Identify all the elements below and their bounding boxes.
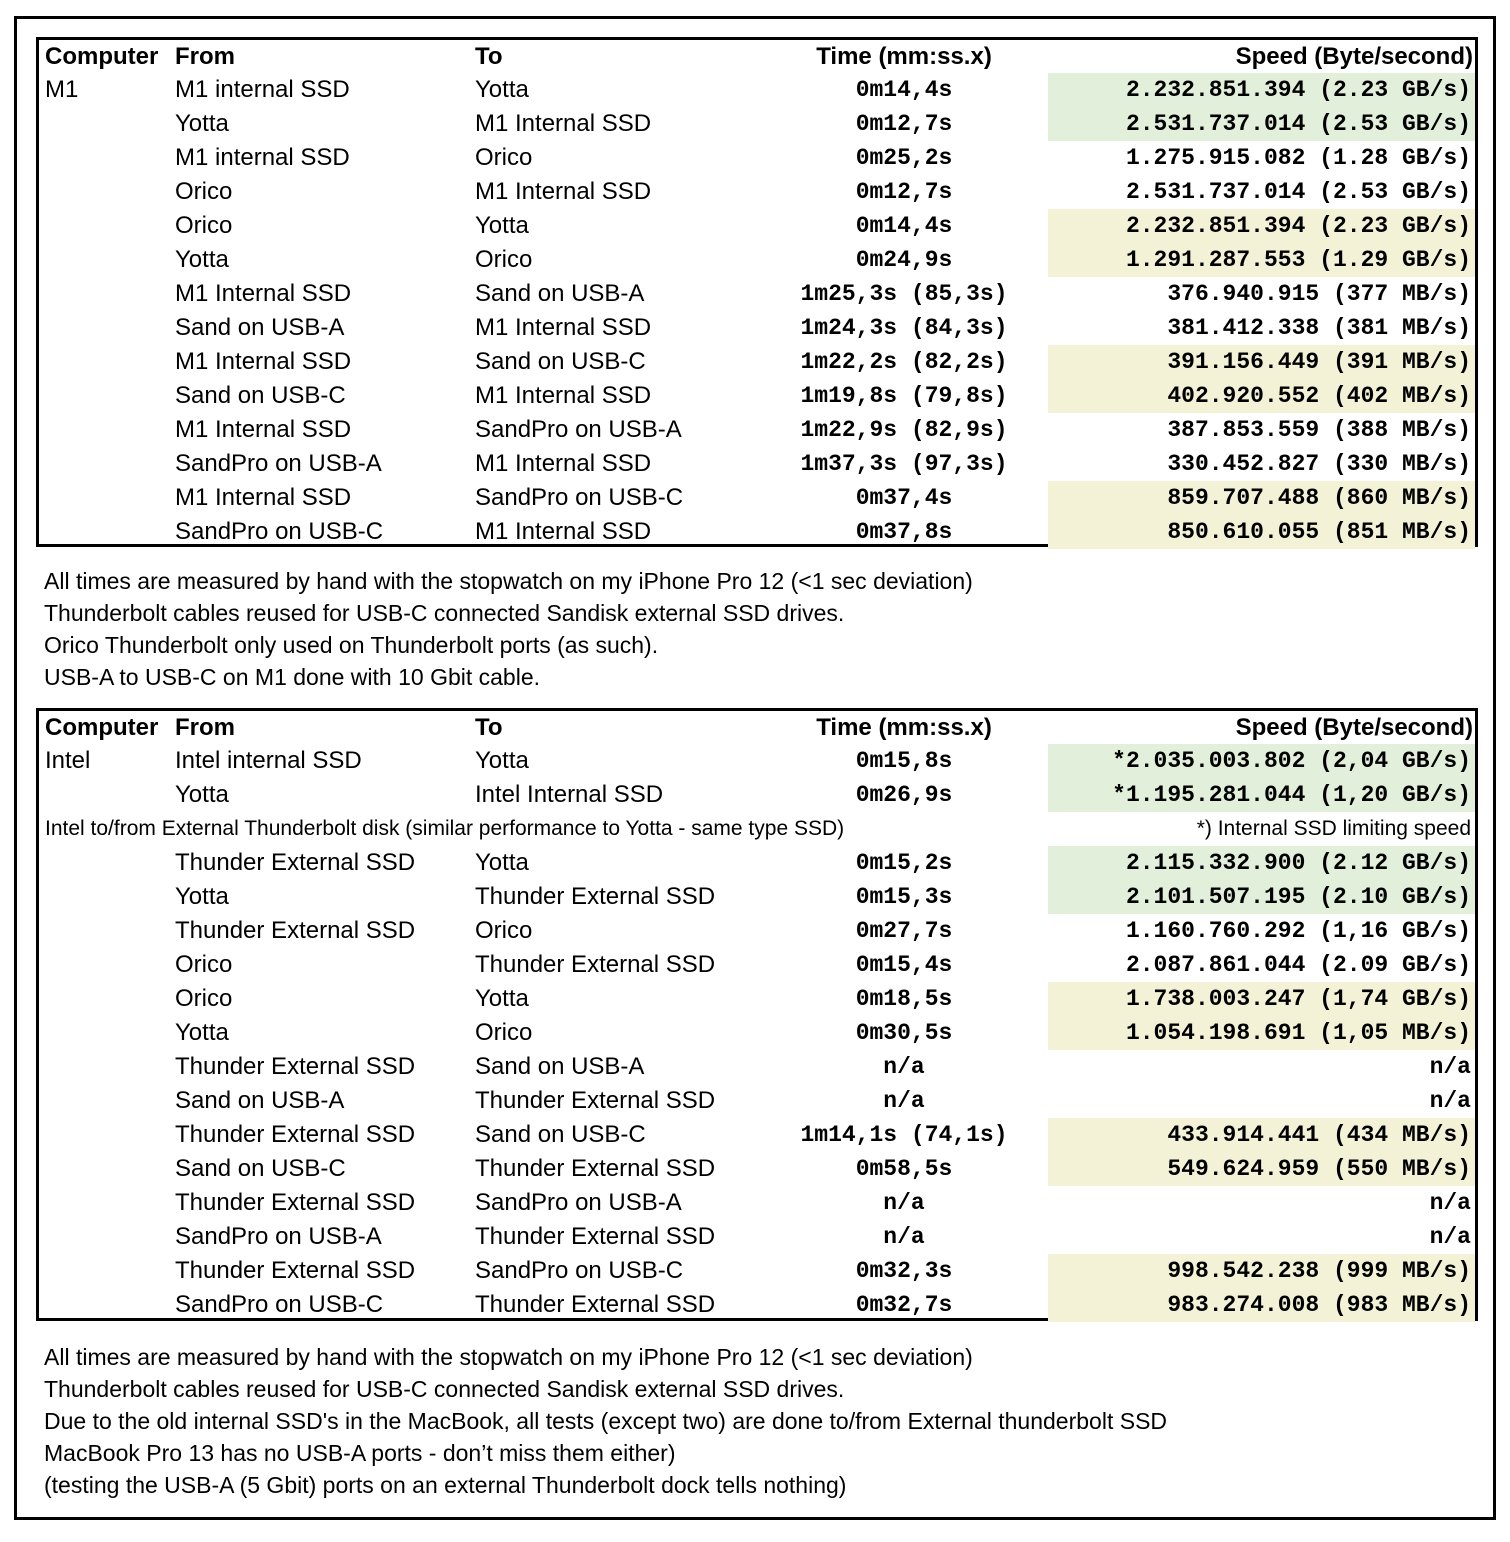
time-cell: 0m37,8s xyxy=(855,519,953,545)
table-row xyxy=(39,1084,1475,1118)
speed-cell: 1.738.003.247 (1,74 GB/s) xyxy=(1048,982,1475,1016)
speed-cell: n/a xyxy=(1429,1190,1471,1216)
from-cell: Thunder External SSD xyxy=(175,1257,416,1284)
note-line: (testing the USB-A (5 Gbit) ports on an external Thunderbolt dock tells nothing) xyxy=(44,1472,847,1498)
speed-cell: 2.115.332.900 (2.12 GB/s) xyxy=(1048,846,1475,880)
speed-cell: 330.452.827 (330 MB/s) xyxy=(1167,451,1471,477)
to-cell: Yotta xyxy=(475,985,529,1012)
table-row xyxy=(39,175,1475,209)
to-cell: Thunder External SSD xyxy=(475,883,716,910)
speed-cell: *1.195.281.044 (1,20 GB/s) xyxy=(1048,778,1475,812)
time-cell: 0m15,4s xyxy=(855,952,953,978)
from-cell: Thunder External SSD xyxy=(175,1053,416,1080)
time-cell: 0m15,2s xyxy=(855,850,953,876)
time-cell: 0m27,7s xyxy=(855,918,953,944)
header-from: From xyxy=(175,714,235,741)
table-row xyxy=(39,209,1475,243)
to-cell: SandPro on USB-A xyxy=(475,416,682,443)
time-cell: 0m37,4s xyxy=(855,485,953,511)
time-cell: 0m25,2s xyxy=(855,145,953,171)
note-line: MacBook Pro 13 has no USB-A ports - don’t miss them either) xyxy=(44,1440,676,1466)
time-cell: n/a xyxy=(883,1088,925,1114)
from-cell: Sand on USB-C xyxy=(175,382,346,409)
speed-cell: 859.707.488 (860 MB/s) xyxy=(1048,481,1475,515)
table-row xyxy=(39,1186,1475,1220)
from-cell: Yotta xyxy=(175,883,229,910)
to-cell: Thunder External SSD xyxy=(475,1155,716,1182)
from-cell: Yotta xyxy=(175,1019,229,1046)
speed-cell: n/a xyxy=(1429,1088,1471,1114)
to-cell: SandPro on USB-C xyxy=(475,1257,684,1284)
to-cell: M1 Internal SSD xyxy=(475,314,652,341)
speed-cell: *2.035.003.802 (2,04 GB/s) xyxy=(1048,744,1475,778)
speed-cell: 402.920.552 (402 MB/s) xyxy=(1048,379,1475,413)
table-row xyxy=(39,379,1475,413)
from-cell: Thunder External SSD xyxy=(175,849,416,876)
to-cell: M1 Internal SSD xyxy=(475,110,652,137)
to-cell: Sand on USB-A xyxy=(475,1053,645,1080)
header-to: To xyxy=(475,714,503,741)
speed-cell: 998.542.238 (999 MB/s) xyxy=(1048,1254,1475,1288)
speed-cell: 850.610.055 (851 MB/s) xyxy=(1048,515,1475,549)
table-row xyxy=(39,311,1475,345)
to-cell: Thunder External SSD xyxy=(475,951,716,978)
to-cell: SandPro on USB-A xyxy=(475,1189,682,1216)
from-cell: Thunder External SSD xyxy=(175,1189,416,1216)
time-cell: 0m18,5s xyxy=(855,986,953,1012)
table-row xyxy=(39,413,1475,447)
speed-cell: 2.531.737.014 (2.53 GB/s) xyxy=(1125,179,1471,205)
to-cell: Sand on USB-C xyxy=(475,1121,646,1148)
table-row xyxy=(39,846,1475,880)
header-time: Time (mm:ss.x) xyxy=(816,714,992,741)
time-cell: 0m58,5s xyxy=(855,1156,953,1182)
table-row xyxy=(39,1152,1475,1186)
table-row xyxy=(39,447,1475,481)
from-cell: Thunder External SSD xyxy=(175,917,416,944)
table-row xyxy=(39,73,1475,107)
note-line: Thunderbolt cables reused for USB-C connected Sandisk external SSD drives. xyxy=(44,600,845,626)
from-cell: SandPro on USB-C xyxy=(175,1291,384,1318)
to-cell: Intel Internal SSD xyxy=(475,781,664,808)
header-computer: Computer xyxy=(45,43,159,70)
speed-cell: 2.232.851.394 (2.23 GB/s) xyxy=(1048,209,1475,243)
from-cell: Thunder External SSD xyxy=(175,1121,416,1148)
table-row xyxy=(39,515,1475,549)
time-cell: n/a xyxy=(883,1190,925,1216)
table-row xyxy=(39,107,1475,141)
to-cell: Sand on USB-C xyxy=(475,348,646,375)
from-cell: SandPro on USB-A xyxy=(175,450,382,477)
intel-note-row xyxy=(39,812,1475,846)
from-cell: Sand on USB-C xyxy=(175,1155,346,1182)
table-row xyxy=(39,1220,1475,1254)
speed-cell: 1.054.198.691 (1,05 MB/s) xyxy=(1048,1016,1475,1050)
to-cell: Orico xyxy=(475,246,533,273)
time-cell: 1m19,8s (79,8s) xyxy=(800,383,1008,409)
time-cell: 1m14,1s (74,1s) xyxy=(800,1122,1008,1148)
time-cell: 1m25,3s (85,3s) xyxy=(800,281,1008,307)
header-to: To xyxy=(475,43,503,70)
speed-cell: 1.291.287.553 (1.29 GB/s) xyxy=(1048,243,1475,277)
intel-notes xyxy=(44,1341,1167,1501)
table-row xyxy=(39,481,1475,515)
to-cell: M1 Internal SSD xyxy=(475,382,652,409)
to-cell: Sand on USB-A xyxy=(475,280,645,307)
from-cell: SandPro on USB-C xyxy=(175,518,384,545)
time-cell: 1m22,9s (82,9s) xyxy=(800,417,1008,443)
to-cell: Thunder External SSD xyxy=(475,1291,716,1318)
table-header-row xyxy=(39,711,1475,745)
speed-cell: 391.156.449 (391 MB/s) xyxy=(1048,345,1475,379)
time-cell: 0m32,7s xyxy=(855,1292,953,1318)
time-cell: 0m14,4s xyxy=(855,213,953,239)
table-row xyxy=(39,914,1475,948)
header-from: From xyxy=(175,43,235,70)
from-cell: M1 internal SSD xyxy=(175,144,350,171)
from-cell: Orico xyxy=(175,985,233,1012)
from-cell: M1 Internal SSD xyxy=(175,416,352,443)
speed-cell: 433.914.441 (434 MB/s) xyxy=(1048,1118,1475,1152)
from-cell: M1 internal SSD xyxy=(175,76,350,103)
table-row xyxy=(39,1118,1475,1152)
table-row xyxy=(39,778,1475,812)
from-cell: Sand on USB-A xyxy=(175,1087,345,1114)
time-cell: 0m32,3s xyxy=(855,1258,953,1284)
table-row xyxy=(39,948,1475,982)
speed-cell: 983.274.008 (983 MB/s) xyxy=(1048,1288,1475,1322)
table-row xyxy=(39,1016,1475,1050)
time-cell: n/a xyxy=(883,1224,925,1250)
table-row xyxy=(39,277,1475,311)
note-line: All times are measured by hand with the stopwatch on my iPhone Pro 12 (<1 sec deviation) xyxy=(44,568,973,594)
to-cell: Thunder External SSD xyxy=(475,1087,716,1114)
speed-cell: 1.160.760.292 (1,16 GB/s) xyxy=(1125,918,1471,944)
time-cell: 0m12,7s xyxy=(855,111,953,137)
time-cell: 0m30,5s xyxy=(855,1020,953,1046)
table-row xyxy=(39,1288,1475,1322)
table-row xyxy=(39,1050,1475,1084)
from-cell: Orico xyxy=(175,951,233,978)
table-row xyxy=(39,345,1475,379)
header-computer: Computer xyxy=(45,714,159,741)
speed-cell: 1.275.915.082 (1.28 GB/s) xyxy=(1125,145,1471,171)
to-cell: SandPro on USB-C xyxy=(475,484,684,511)
to-cell: Yotta xyxy=(475,76,529,103)
speed-cell: 2.232.851.394 (2.23 GB/s) xyxy=(1048,73,1475,107)
to-cell: Yotta xyxy=(475,747,529,774)
from-cell: M1 Internal SSD xyxy=(175,484,352,511)
computer-cell: M1 xyxy=(45,76,79,103)
time-cell: 0m12,7s xyxy=(855,179,953,205)
m1-results-table xyxy=(36,37,1478,547)
time-cell: 0m26,9s xyxy=(855,782,953,808)
from-cell: Yotta xyxy=(175,246,229,273)
time-cell: 1m24,3s (84,3s) xyxy=(800,315,1008,341)
table-row xyxy=(39,141,1475,175)
speed-cell: 381.412.338 (381 MB/s) xyxy=(1167,315,1471,341)
intel-note-right: *) Internal SSD limiting speed xyxy=(1196,817,1471,840)
table-row xyxy=(39,880,1475,914)
computer-cell: Intel xyxy=(45,747,91,774)
note-line: Orico Thunderbolt only used on Thunderbolt ports (as such). xyxy=(44,632,659,658)
to-cell: Thunder External SSD xyxy=(475,1223,716,1250)
m1-notes xyxy=(44,565,973,693)
time-cell: 1m37,3s (97,3s) xyxy=(800,451,1008,477)
time-cell: n/a xyxy=(883,1054,925,1080)
note-line: USB-A to USB-C on M1 done with 10 Gbit cable. xyxy=(44,664,541,690)
to-cell: M1 Internal SSD xyxy=(475,450,652,477)
to-cell: Orico xyxy=(475,1019,533,1046)
to-cell: Yotta xyxy=(475,849,529,876)
to-cell: M1 Internal SSD xyxy=(475,518,652,545)
header-time: Time (mm:ss.x) xyxy=(816,43,992,70)
to-cell: Orico xyxy=(475,144,533,171)
speed-cell: 387.853.559 (388 MB/s) xyxy=(1167,417,1471,443)
note-line: Due to the old internal SSD's in the MacBook, all tests (except two) are done to/from External thunderbolt SSD xyxy=(44,1408,1168,1434)
from-cell: Yotta xyxy=(175,110,229,137)
from-cell: Sand on USB-A xyxy=(175,314,345,341)
from-cell: SandPro on USB-A xyxy=(175,1223,382,1250)
speed-cell: 376.940.915 (377 MB/s) xyxy=(1167,281,1471,307)
speed-cell: 2.531.737.014 (2.53 GB/s) xyxy=(1048,107,1475,141)
table-row xyxy=(39,744,1475,778)
from-cell: M1 Internal SSD xyxy=(175,348,352,375)
header-speed: Speed (Byte/second) xyxy=(1235,43,1473,70)
table-row xyxy=(39,243,1475,277)
speed-cell: n/a xyxy=(1429,1224,1471,1250)
from-cell: Orico xyxy=(175,212,233,239)
time-cell: 0m14,4s xyxy=(855,77,953,103)
intel-results-table xyxy=(36,708,1478,1321)
to-cell: Orico xyxy=(475,917,533,944)
time-cell: 0m15,3s xyxy=(855,884,953,910)
note-line: All times are measured by hand with the stopwatch on my iPhone Pro 12 (<1 sec deviation) xyxy=(44,1344,973,1370)
note-line: Thunderbolt cables reused for USB-C connected Sandisk external SSD drives. xyxy=(44,1376,845,1402)
from-cell: Yotta xyxy=(175,781,229,808)
table-row xyxy=(39,1254,1475,1288)
speed-cell: n/a xyxy=(1429,1054,1471,1080)
time-cell: 1m22,2s (82,2s) xyxy=(800,349,1008,375)
from-cell: M1 Internal SSD xyxy=(175,280,352,307)
header-speed: Speed (Byte/second) xyxy=(1235,714,1473,741)
speed-cell: 2.087.861.044 (2.09 GB/s) xyxy=(1125,952,1471,978)
speed-cell: 2.101.507.195 (2.10 GB/s) xyxy=(1048,880,1475,914)
time-cell: 0m24,9s xyxy=(855,247,953,273)
speed-cell: 549.624.959 (550 MB/s) xyxy=(1048,1152,1475,1186)
to-cell: Yotta xyxy=(475,212,529,239)
from-cell: Orico xyxy=(175,178,233,205)
to-cell: M1 Internal SSD xyxy=(475,178,652,205)
time-cell: 0m15,8s xyxy=(855,748,953,774)
table-header-row xyxy=(39,40,1475,74)
intel-note-left: Intel to/from External Thunderbolt disk (similar performance to Yotta - same type SSD) xyxy=(45,817,845,840)
table-row xyxy=(39,982,1475,1016)
from-cell: Intel internal SSD xyxy=(175,747,362,774)
